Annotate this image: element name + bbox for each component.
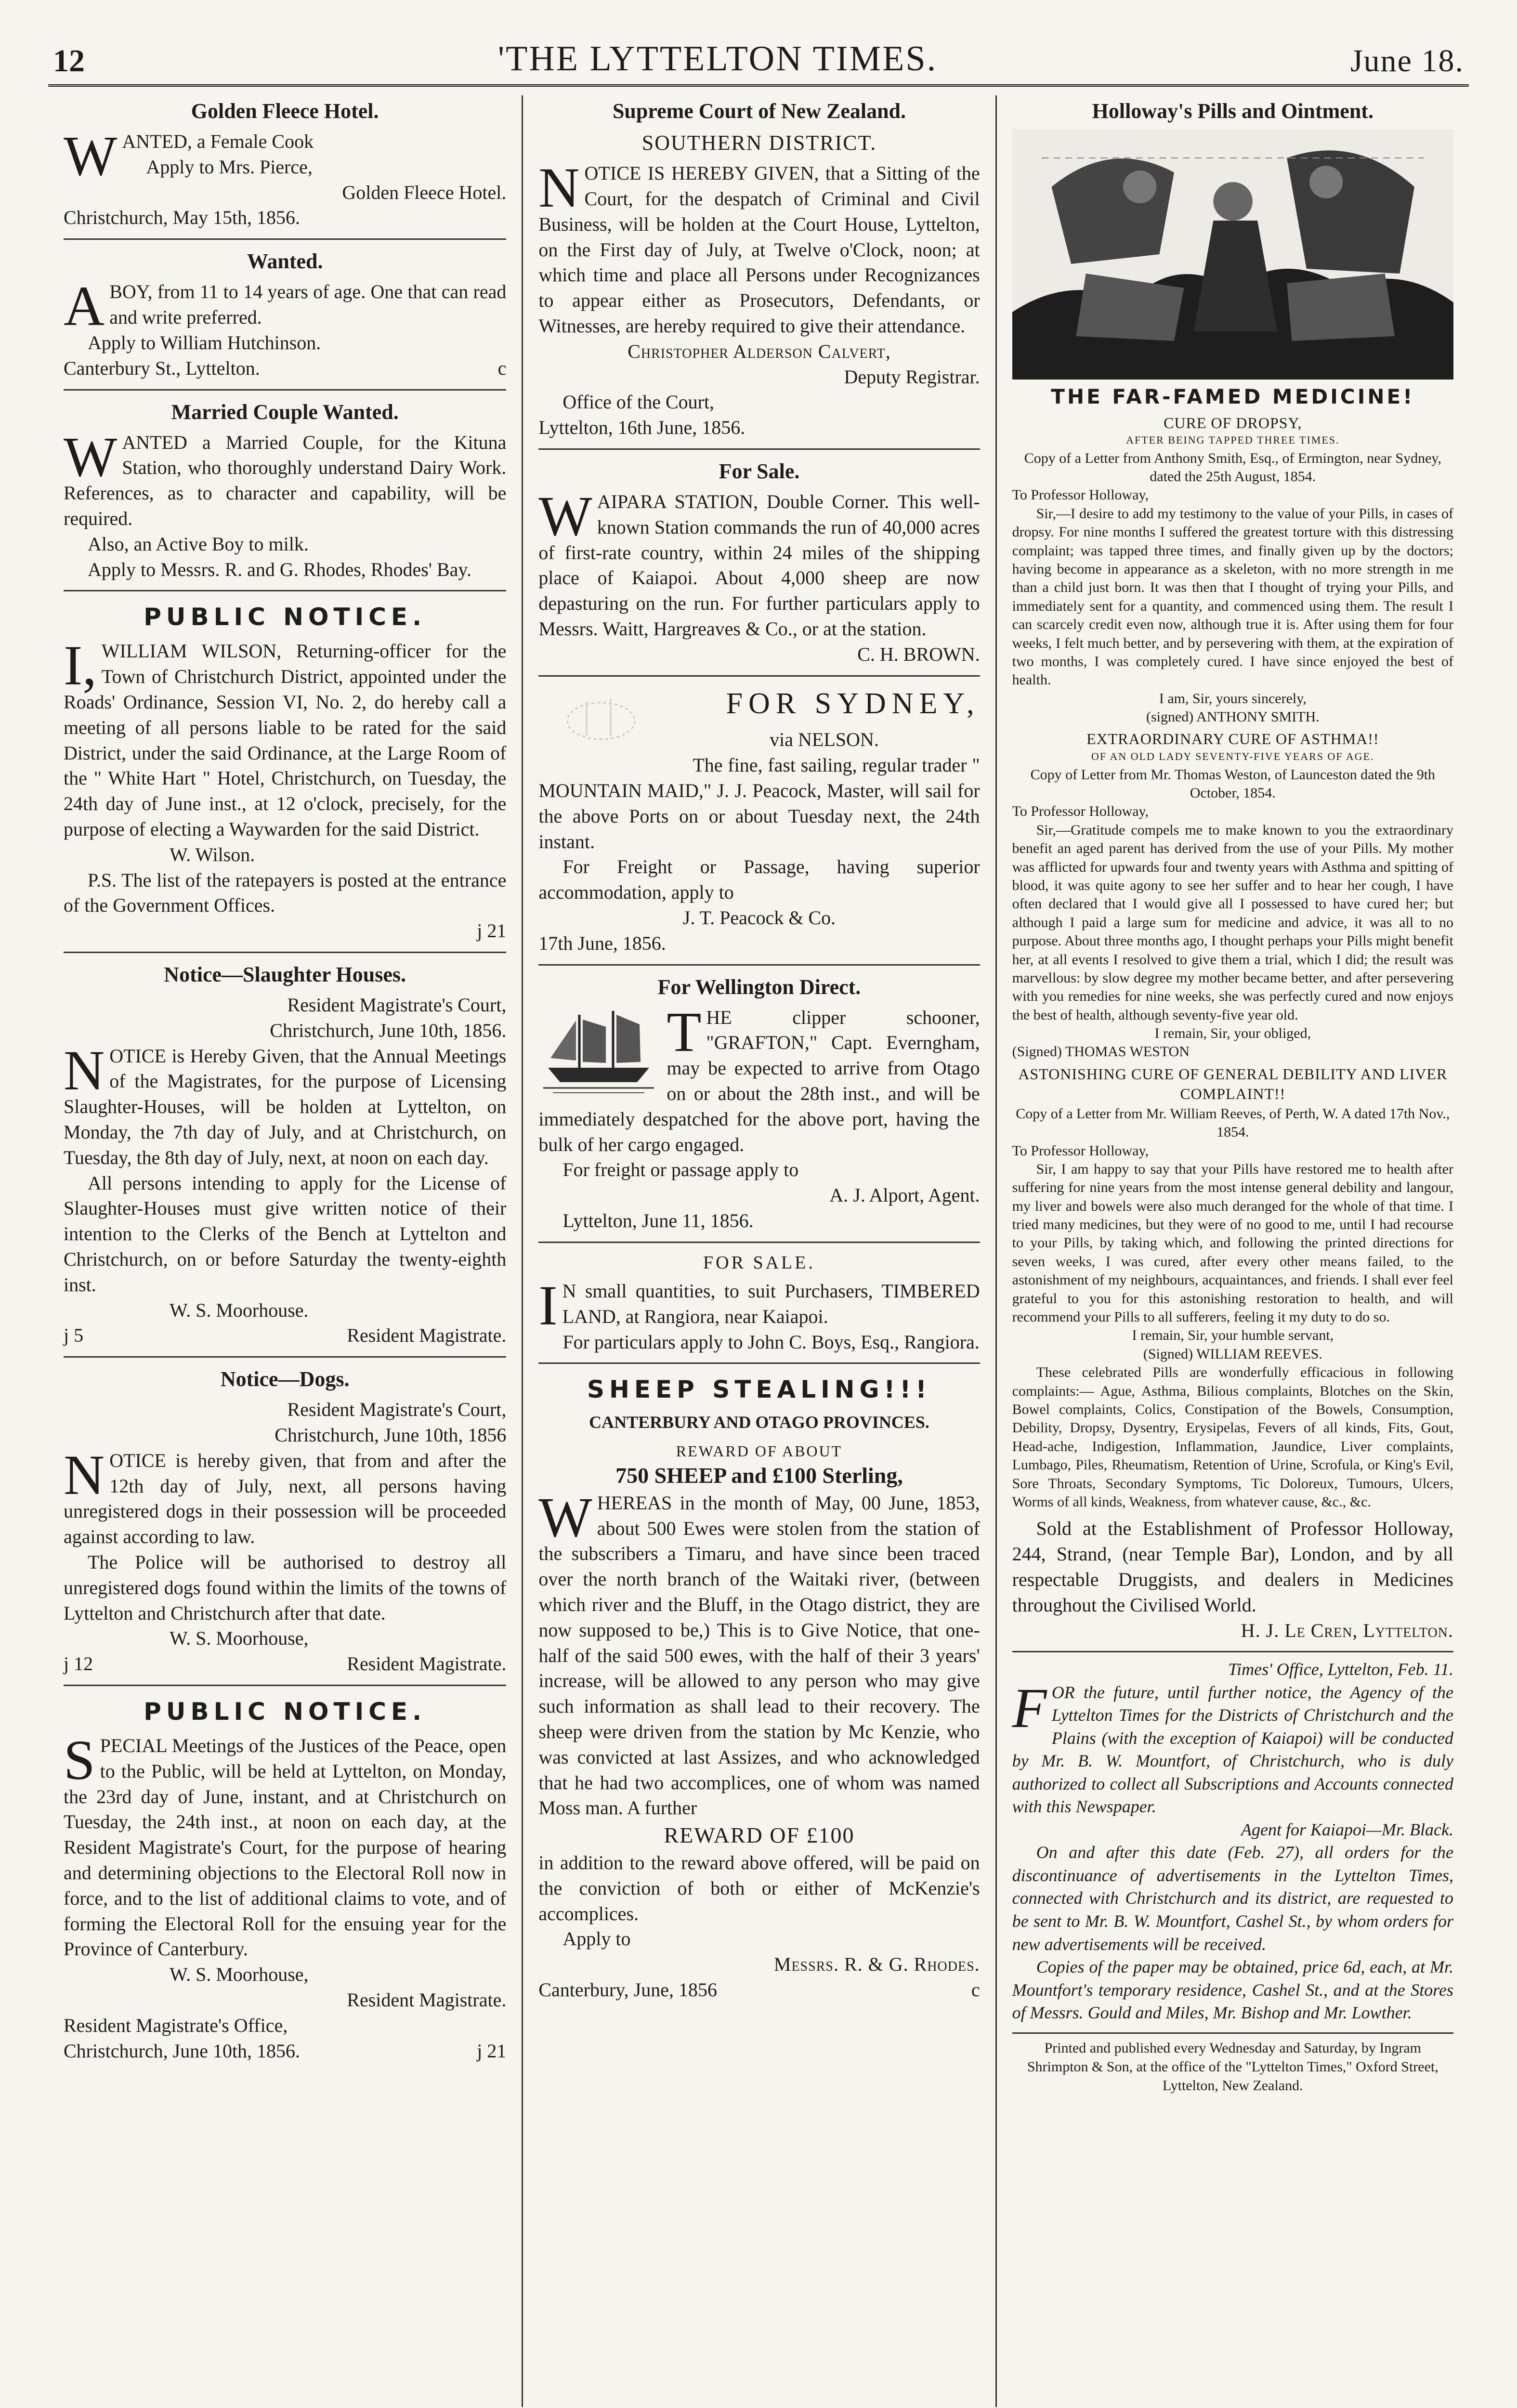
- ad-signature: A. J. Alport, Agent.: [829, 1184, 980, 1206]
- ad-date: Canterbury, June, 1856: [538, 1978, 717, 2001]
- cure-heading: ASTONISHING CURE OF GENERAL DEBILITY AND LIVER COMPLAINT!!: [1018, 1065, 1448, 1102]
- column-2: [522, 95, 995, 2407]
- ad-text: Copies of the paper may be obtained, price 6d, each, at Mr. Mountfort's temporary residence, Cashel St., and at the Stores of Messrs. Gould and Miles, Mr. Bishop and Mr. Lowther.: [1012, 1957, 1453, 2023]
- letter-source: Copy of a Letter from Mr. William Reeves, of Perth, W. A dated 17th Nov., 1854.: [1016, 1105, 1450, 1140]
- ad-text: Apply to Mrs. Pierce,: [146, 156, 313, 178]
- letter-body: Sir, I am happy to say that your Pills have restored me to health after suffering for nine years from the most intense general debility and langour, my liver and bowels were also much deranged for the whole of that time. I tried many medicines, but they were of no good to me, until I had recourse to your Pills, by taking which, and following the printed directions for seven weeks, I was cured, after every other means failed, to the astonishment of my neighbours, acquaintances, and friends. I shall ever feel grateful to you for this astonishing restoration to health, and will recommend your Pills to all sufferers, feeling it my duty to do so.: [1012, 1161, 1453, 1325]
- ad-times-agency: [1012, 1651, 1453, 2024]
- ad-text: Golden Fleece Hotel.: [342, 181, 507, 203]
- ad-signature: Christopher Alderson Calvert,: [628, 340, 891, 362]
- ad-text: For freight or passage apply to: [562, 1159, 799, 1181]
- letter-body: Sir,—Gratitude compels me to make known to you the extraordinary benefit an aged parent has derived from the use of your Pills. My mother was afflicted for upwards four and twenty years with Asthma and spitting of blood, it was quite agony to see her suffer and to hear her cough, I have often declared that I would give all I possessed to have cured her; but although I paid a large sum for medicine and advice, it was all to no purpose. About three months ago, I thought perhaps your Pills might benefit her, at all events I resolved to give them a trial, which I did; the result was marvellous: by slow degree my mother became better, and after persevering with you remedies for nine weeks, she was perfectly cured and now enjoys the best of health, although seventy-five year old.: [1012, 822, 1453, 1023]
- letter-close: I remain, Sir, your obliged,: [1154, 1025, 1311, 1042]
- ad-text: Apply to William Hutchinson.: [88, 331, 321, 353]
- columns: [48, 95, 1469, 2407]
- letter-source: Copy of Letter from Mr. Thomas Weston, of Launceston dated the 9th October, 1854.: [1030, 766, 1436, 801]
- ad-text: I,WILLIAM WILSON, Returning-officer for the Town of Christchurch District, appointed under the Roads' Ordinance, Session VI, No. 2, do hereby call a meeting of all persons liable to be rated for the said District, under the said Ordinance, at the Large Room of the " White Hart " Hotel, Christchurch, on Tuesday, the 24th day of June inst., at 12 o'clock, precisely, for the purpose of electing a Waywarden for the said District.: [64, 634, 507, 840]
- ad-role: Resident Magistrate.: [347, 1653, 507, 1675]
- ad-supreme-court: [538, 97, 980, 441]
- ad-heading: For Wellington Direct.: [657, 975, 861, 999]
- ad-for-wellington: [538, 964, 980, 1234]
- cure-heading: EXTRAORDINARY CURE OF ASTHMA!!: [1086, 730, 1379, 748]
- letter-close: I remain, Sir, your humble servant,: [1132, 1327, 1334, 1344]
- ad-heading: Notice—Slaughter Houses.: [164, 962, 406, 986]
- ad-heading: For Sale.: [719, 459, 800, 483]
- ad-subheading: SOUTHERN DISTRICT.: [641, 131, 877, 155]
- letter-salutation: To Professor Holloway,: [1012, 803, 1149, 820]
- ad-heading: Wanted.: [247, 249, 323, 274]
- ad-text: WANTED, a Female Cook: [64, 124, 314, 188]
- ad-text: For Freight or Passage, having superior accommodation, apply to: [538, 856, 980, 903]
- letter-signature: (Signed) WILLIAM REEVES.: [1143, 1346, 1322, 1362]
- cure-subheading: OF AN OLD LADY SEVENTY-FIVE YEARS OF AGE.: [1091, 750, 1374, 763]
- letter-body: Sir,—I desire to add my testimony to the value of your Pills, in cases of dropsy. For nine months I suffered the greatest torture with this distressing complaint; was tapped three times, and finally given up by the doctors; having become in appearance as a skeleton, with no more strength in me than a child just born. It was then that I thought of trying your Pills, and immediately sent for a quantity, and commenced using them. The result I can scarcely credit even now, although true it is. After using them for four weeks, I felt much better, and by persevering with them, at the expiration of two months, I was completely cured. I have since enjoyed the best of health.: [1012, 505, 1453, 688]
- ad-mark: j 5: [64, 1324, 84, 1347]
- ad-signature: Messrs. R. & G. Rhodes.: [773, 1953, 980, 1976]
- ad-sheep-stealing: [538, 1362, 980, 2002]
- ad-timbered-land: [538, 1242, 980, 1355]
- ad-text: THE clipper schooner, "GRAFTON," Capt. Everngham, may be expected to arrive from Otago on or about the 28th inst., and will be immediately despatched for the above port, having the bulk of her cargo engaged.: [538, 1000, 980, 1155]
- ad-signature: J. T. Peacock & Co.: [682, 906, 836, 929]
- ad-heading: Supreme Court of New Zealand.: [612, 99, 906, 123]
- ad-text: P.S. The list of the ratepayers is posted at the entrance of the Government Offices.: [64, 869, 507, 916]
- ad-heading: PUBLIC NOTICE.: [144, 603, 427, 631]
- letter-signature: (Signed) THOMAS WESTON: [1012, 1044, 1190, 1060]
- ad-signature: C. H. BROWN.: [857, 643, 980, 665]
- ad-role: Resident Magistrate.: [347, 1989, 507, 2011]
- issue-date: June 18.: [1350, 43, 1464, 79]
- ad-text: The fine, fast sailing, regular trader " MOUNTAIN MAID," J. J. Peacock, Master, will sail for the above Ports on or about Tuesday next, the 24th instant.: [538, 754, 980, 852]
- ad-place: Resident Magistrate's Court,: [287, 994, 507, 1016]
- ad-role: Resident Magistrate.: [347, 1324, 507, 1347]
- ad-place: Resident Magistrate's Court,: [287, 1399, 507, 1421]
- ad-text: ABOY, from 11 to 14 years of age. One that can read and write preferred.: [64, 275, 507, 338]
- ad-date: 17th June, 1856.: [538, 932, 666, 954]
- ad-text: NOTICE is Hereby Given, that the Annual Meetings of the Magistrates, for the purpose of Licensing Slaughter-Houses, will be holden at Lyttelton, on Monday, the 7th day of July, and at Christchurch, on Tuesday, the 8th day of July, next, at noon on each day.: [64, 1038, 507, 1168]
- ad-text: WANTED a Married Couple, for the Kituna Station, who thoroughly understand Dairy Work. References, as to character and capability, will be required.: [64, 425, 507, 529]
- page-number: 12: [53, 43, 85, 79]
- ad-role: Deputy Registrar.: [844, 366, 980, 388]
- ad-reward: REWARD OF ABOUT: [676, 1442, 843, 1460]
- ad-reward: 750 SHEEP and £100 Sterling,: [615, 1463, 903, 1488]
- cure-heading: CURE OF DROPSY,: [1164, 414, 1302, 432]
- letter-close: I am, Sir, yours sincerely,: [1159, 690, 1307, 707]
- ad-text: For particulars apply to John C. Boys, Esq., Rangiora.: [562, 1331, 980, 1353]
- ad-mark: c: [971, 1978, 980, 2001]
- imprint-footer: Printed and published every Wednesday and Saturday, by Ingram Shrimpton & Son, at the office of the "Lyttelton Times," Oxford Street, Lyttelton, New Zealand.: [1012, 2032, 1453, 2095]
- ad-waipara-station: [538, 448, 980, 667]
- ad-heading: FOR SALE.: [703, 1252, 815, 1273]
- ad-heading: Notice—Dogs.: [220, 1367, 350, 1391]
- ad-text: WHEREAS in the month of May, 00 June, 1853, about 500 Ewes were stolen from the station of the subscribers a Timaru, and have since been traced over the north branch of the Waitaki river, (between which river and the Bluff, in the Otago district, they are now supposed to be,) This is to Give Notice, that one-half of the said 500 ewes, with the half of their 3 years' increase, will be allowed to any person who may give such information as shall lead to their recovery. The sheep were driven from the station by Mc Kenzie, who was convicted at last Assizes, and who acknowledged that he had two accomplices, one of whom was named Moss man. A further: [538, 1485, 980, 1819]
- ad-date: Christchurch, May 15th, 1856.: [64, 207, 301, 229]
- ad-reward: REWARD OF £100: [664, 1823, 855, 1848]
- ad-heading: Times' Office, Lyttelton, Feb. 11.: [1228, 1660, 1453, 1679]
- ad-text: Canterbury St., Lyttelton.: [64, 357, 260, 379]
- ad-golden-fleece: [64, 97, 506, 231]
- ad-dogs: [64, 1356, 506, 1677]
- masthead: [48, 34, 1469, 87]
- ad-place: Resident Magistrate's Office,: [64, 2014, 288, 2036]
- ad-text: Agent for Kaiapoi—Mr. Black.: [1241, 1819, 1453, 1839]
- ad-heading: FOR SYDNEY,: [726, 687, 980, 720]
- column-1: [48, 95, 522, 2407]
- ad-text: Also, an Active Boy to milk.: [88, 533, 309, 555]
- complaints-list: These celebrated Pills are wonderfully efficacious in following complaints:— Ague, Asthma, Bilious complaints, Blotches on the Skin, Bowel complaints, Colics, Constipation of the Bowels, Consumption, Debility, Dropsy, Dysentry, Erysipelas, Fevers of all kinds, Fits, Gout, Head-ache, Indigestion, Inflammation, Jaundice, Liver complaints, Lumbago, Piles, Rheumatism, Retention of Urine, Scrofula, or King's Evil, Sore Throats, Secondary Symptoms, Tic Doloreux, Tumours, Ulcers, Worms of all kinds, Weakness, from whatever cause, &c., &c.: [1012, 1364, 1453, 1510]
- ad-text: NOTICE IS HEREBY GIVEN, that a Sitting of the Court, for the despatch of Criminal and Civil Business, will be holden at the Court House, Lyttelton, on the First day of July, at Twelve o'Clock, noon; at which time and place all Persons under Recognizances to appear either as Prosecutors, Defendants, or Witnesses, are hereby required to give their attendance.: [538, 156, 980, 337]
- engraving-illustration-icon: [1012, 129, 1453, 380]
- ad-date: Lyttelton, 16th June, 1856.: [538, 417, 745, 439]
- ad-text: Sold at the Establishment of Professor Holloway, 244, Strand, (near Temple Bar), London, and by all respectable Druggists, and dealers in Medicines throughout the Civilised World.: [1012, 1518, 1453, 1616]
- cure-subheading: AFTER BEING TAPPED THREE TIMES.: [1126, 434, 1340, 446]
- ad-place: Christchurch, June 10th, 1856.: [270, 1019, 507, 1041]
- ad-banner: THE FAR-FAMED MEDICINE!: [1051, 385, 1415, 409]
- ad-place: Office of the Court,: [562, 391, 715, 413]
- ad-public-notice-wilson: [64, 590, 506, 944]
- ad-mark: j 21: [477, 2040, 507, 2062]
- ad-text: NOTICE is hereby given, that from and after the 12th day of July, next, all persons having unregistered dogs in their possession will be proceeded against according to law.: [64, 1443, 507, 1548]
- ad-text: The Police will be authorised to destroy all unregistered dogs found within the limits of the towns of Lyttelton and Christchurch after that date.: [64, 1551, 507, 1624]
- ad-holloways-pills: [1012, 97, 1453, 1643]
- ad-heading: Holloway's Pills and Ointment.: [1092, 99, 1373, 123]
- ad-text: WAIPARA STATION, Double Corner. This well-known Station commands the run of 40,000 acres of first-rate country, within 24 miles of the shipping place of Kaiapoi. About 4,000 sheep are now depasturing on the run. For further particulars apply to Messrs. Waitt, Hargreaves & Co., or at the station.: [538, 484, 980, 640]
- ad-signature: W. S. Moorhouse,: [170, 1963, 309, 1986]
- ad-signature: H. J. Le Cren, Lyttelton.: [1241, 1619, 1453, 1641]
- ad-signature: W. S. Moorhouse.: [170, 1299, 309, 1321]
- ad-public-notice-justices: [64, 1685, 506, 2064]
- ad-signature: W. Wilson.: [170, 843, 255, 865]
- ad-heading: PUBLIC NOTICE.: [144, 1698, 427, 1726]
- ad-text: Apply to Messrs. R. and G. Rhodes, Rhodes' Bay.: [88, 558, 471, 580]
- ad-mark: c: [497, 357, 507, 379]
- ad-subheading: CANTERBURY AND OTAGO PROVINCES.: [589, 1413, 929, 1432]
- column-3: [995, 95, 1469, 2407]
- ad-text: Apply to: [562, 1928, 631, 1950]
- ad-text: IN small quantities, to suit Purchasers, TIMBERED LAND, at Rangiora, near Kaiapoi.: [538, 1273, 980, 1337]
- ad-wanted-boy: [64, 238, 506, 381]
- ad-text: On and after this date (Feb. 27), all orders for the discontinuance of advertisements in the Lyttelton Times, connected with Christchurch and its district, are requested to be sent to Mr. B. W. Mountfort, Cashel St., by whom orders for new advertisements will be received.: [1012, 1843, 1453, 1954]
- ad-heading: Married Couple Wanted.: [171, 400, 399, 424]
- letter-salutation: To Professor Holloway,: [1012, 487, 1149, 503]
- ad-date: Lyttelton, June 11, 1856.: [562, 1210, 754, 1232]
- ad-date: Christchurch, June 10th, 1856.: [64, 2040, 301, 2062]
- ad-mark: j 21: [477, 920, 507, 942]
- testimonials: [1012, 413, 1453, 1512]
- ad-mark: j 12: [64, 1653, 93, 1675]
- ad-subheading: via NELSON.: [770, 729, 879, 751]
- ship-cut-faded-icon: [538, 682, 664, 755]
- newspaper-title: 'THE LYTTELTON TIMES.: [497, 39, 938, 79]
- ad-place: Christchurch, June 10th, 1856: [275, 1424, 507, 1446]
- ad-heading: SHEEP STEALING!!!: [587, 1375, 931, 1404]
- ad-heading: Golden Fleece Hotel.: [191, 99, 379, 123]
- letter-source: Copy of a Letter from Anthony Smith, Esq., of Ermington, near Sydney, dated the 25th August, 1854.: [1024, 450, 1441, 485]
- ad-text: FOR the future, until further notice, the Agency of the Lyttelton Times for the Districts of Christchurch and the Plains (with the exception of Kaiapoi) will be conducted by Mr. B. W. Mountfort, of Christchurch, who is duly authorized to collect all Subscriptions and Accounts connected with this Newspaper.: [1012, 1676, 1453, 1817]
- ad-text: SPECIAL Meetings of the Justices of the Peace, open to the Public, will be held at Lyttelton, on Monday, the 23rd day of June, instant, and at Christchurch on Tuesday, the 24th inst., at noon on each day, at the Resident Magistrate's Court, for the purpose of hearing and determining objections to the Electoral Roll now in force, and to the list of additional claims to vote, and of forming the Electoral Roll for the ensuing year for the Province of Canterbury.: [64, 1728, 507, 1960]
- letter-salutation: To Professor Holloway,: [1012, 1142, 1149, 1159]
- ad-married-couple: [64, 389, 506, 583]
- ad-slaughter-houses: [64, 952, 506, 1348]
- letter-signature: (signed) ANTHONY SMITH.: [1146, 709, 1320, 725]
- ad-for-sydney: [538, 675, 980, 956]
- ad-text: in addition to the reward above offered, will be paid on the conviction of both or either of McKenzie's accomplices.: [538, 1851, 980, 1924]
- ad-signature: W. S. Moorhouse,: [170, 1627, 309, 1649]
- sailing-ship-icon: [538, 1005, 659, 1097]
- ad-text: All persons intending to apply for the License of Slaughter-Houses must give written notice of their intention to the Clerks of the Bench at Lyttelton and Christchurch, on or before Saturday the twenty-eighth inst.: [64, 1172, 507, 1296]
